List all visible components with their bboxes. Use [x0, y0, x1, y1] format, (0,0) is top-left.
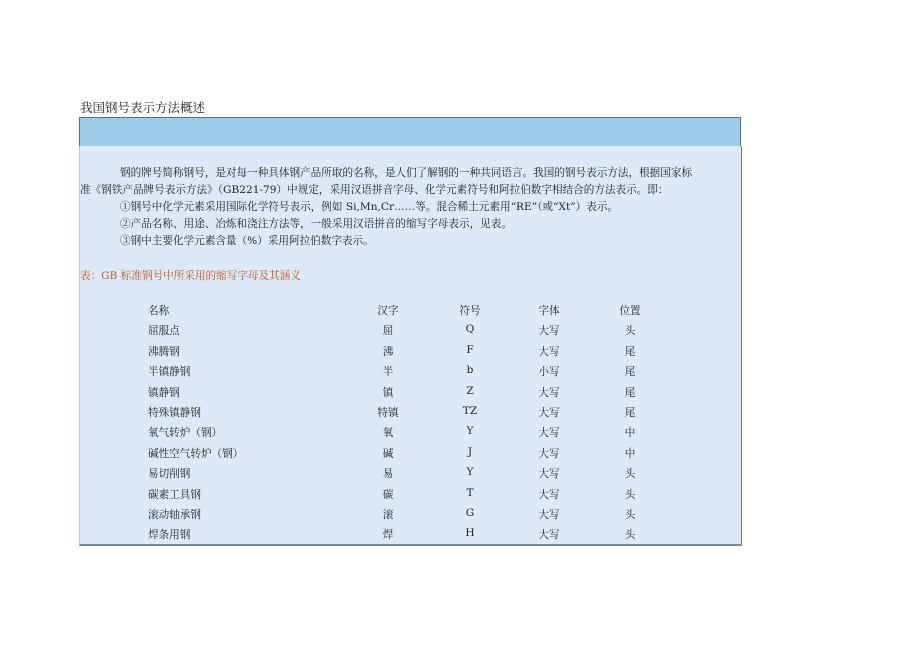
table-cell: 大写 — [538, 386, 560, 399]
table-row — [80, 507, 741, 527]
table-cell: 氧气转炉（钢） — [148, 427, 223, 440]
table-cell: 焊 — [382, 529, 394, 542]
table-cell: H — [465, 527, 475, 540]
table-cell: 尾 — [624, 366, 636, 379]
table-cell: 尾 — [624, 345, 636, 358]
table-cell: 滚动轴承钢 — [148, 509, 201, 521]
paragraph-line: 钢的牌号简称钢号，是对每一种具体钢产品所取的名称，是人们了解钢的一种共同语言。我国的钢号表示方法，根据国家标 — [120, 167, 693, 179]
table-row — [80, 323, 741, 343]
table-cell: 中 — [624, 447, 636, 460]
table-cell: 大写 — [538, 407, 560, 419]
page-title: 我国钢号表示方法概述 — [80, 100, 206, 115]
table-cell: 名称 — [148, 305, 170, 317]
paragraph-line: ①钢号中化学元素采用国际化学符号表示，例如 Si,Mn,Cr……等。混合稀土元素用“RE”（或“Xt”）表示。 — [120, 201, 619, 213]
table-cell: J — [467, 445, 473, 458]
table-cell: F — [466, 343, 474, 356]
table-cell: 沸腾钢 — [148, 345, 180, 358]
table-cell: 半 — [382, 366, 394, 379]
table-cell: 头 — [624, 325, 636, 338]
table-cell: 屈服点 — [148, 325, 180, 338]
table-cell: 位置 — [619, 305, 641, 317]
table-cell: 大写 — [538, 488, 560, 501]
table-row — [80, 527, 741, 547]
table-caption: 表：GB 标准钢号中所采用的缩写字母及其涵义 — [80, 270, 301, 282]
table-cell: 小写 — [538, 366, 560, 379]
table-cell: 大写 — [538, 447, 560, 460]
table-cell: 碳 — [382, 488, 394, 501]
table-row — [80, 405, 741, 425]
table-cell: 头 — [624, 509, 636, 521]
table-cell: 特殊镇静钢 — [148, 407, 201, 419]
table-row — [80, 466, 741, 486]
table-cell: Z — [466, 384, 474, 397]
table-header-row — [80, 303, 741, 323]
paragraph-line: ②产品名称、用途、冶炼和浇注方法等，一般采用汉语拼音的缩写字母表示，见表。 — [120, 218, 512, 230]
table-cell: 镇静钢 — [148, 386, 180, 399]
table-cell: 滚 — [382, 509, 394, 521]
table-cell: 碳素工具钢 — [148, 488, 201, 501]
table-row — [80, 344, 741, 364]
table-cell: 大写 — [538, 509, 560, 521]
table-cell: 碱性空气转炉（钢） — [148, 447, 244, 460]
table-cell: 焊条用钢 — [148, 529, 191, 542]
header-bar — [79, 117, 741, 147]
table-cell: 镇 — [382, 386, 394, 399]
table-cell: 尾 — [624, 407, 636, 419]
table-cell: 屈 — [382, 325, 394, 338]
table-cell: 大写 — [538, 529, 560, 542]
table-cell: 头 — [624, 529, 636, 542]
table-cell: Y — [466, 466, 474, 479]
table-cell: 沸 — [382, 345, 394, 358]
table-cell: 氧 — [382, 427, 394, 440]
table-cell: 符号 — [459, 305, 481, 317]
table-row — [80, 364, 741, 384]
table-row — [80, 425, 741, 445]
table-cell: 半镇静钢 — [148, 366, 191, 379]
table-cell: 尾 — [624, 386, 636, 399]
table-cell: Q — [465, 323, 475, 336]
table-cell: 特镇 — [377, 407, 399, 419]
table-row — [80, 487, 741, 507]
table-cell: 大写 — [538, 468, 560, 481]
table-cell: 中 — [624, 427, 636, 440]
table-cell: 头 — [624, 488, 636, 501]
table-cell: T — [466, 486, 474, 499]
table-cell: 头 — [624, 468, 636, 481]
table-cell: 易切削钢 — [148, 468, 191, 481]
table-cell: 大写 — [538, 325, 560, 338]
table-cell: 字体 — [538, 305, 560, 317]
table-cell: TZ — [462, 405, 478, 417]
table-cell: 汉字 — [377, 305, 399, 317]
table-row — [80, 446, 741, 466]
table-cell: b — [466, 364, 474, 377]
table-cell: G — [465, 507, 475, 519]
table-cell: 大写 — [538, 345, 560, 358]
content-panel — [79, 146, 742, 546]
table-cell: 易 — [382, 468, 394, 481]
table-cell: 碱 — [382, 447, 394, 460]
table-cell: 大写 — [538, 427, 560, 440]
table-row — [80, 385, 741, 405]
paragraph-line: 准《钢铁产品牌号表示方法》（GB221-79）中规定，采用汉语拼音字母、化学元素符号和阿拉伯数字相结合的方法表示。即： — [80, 184, 669, 196]
table-cell: Y — [466, 425, 474, 438]
paragraph-line: ③钢中主要化学元素含量（%）采用阿拉伯数字表示。 — [120, 235, 374, 247]
